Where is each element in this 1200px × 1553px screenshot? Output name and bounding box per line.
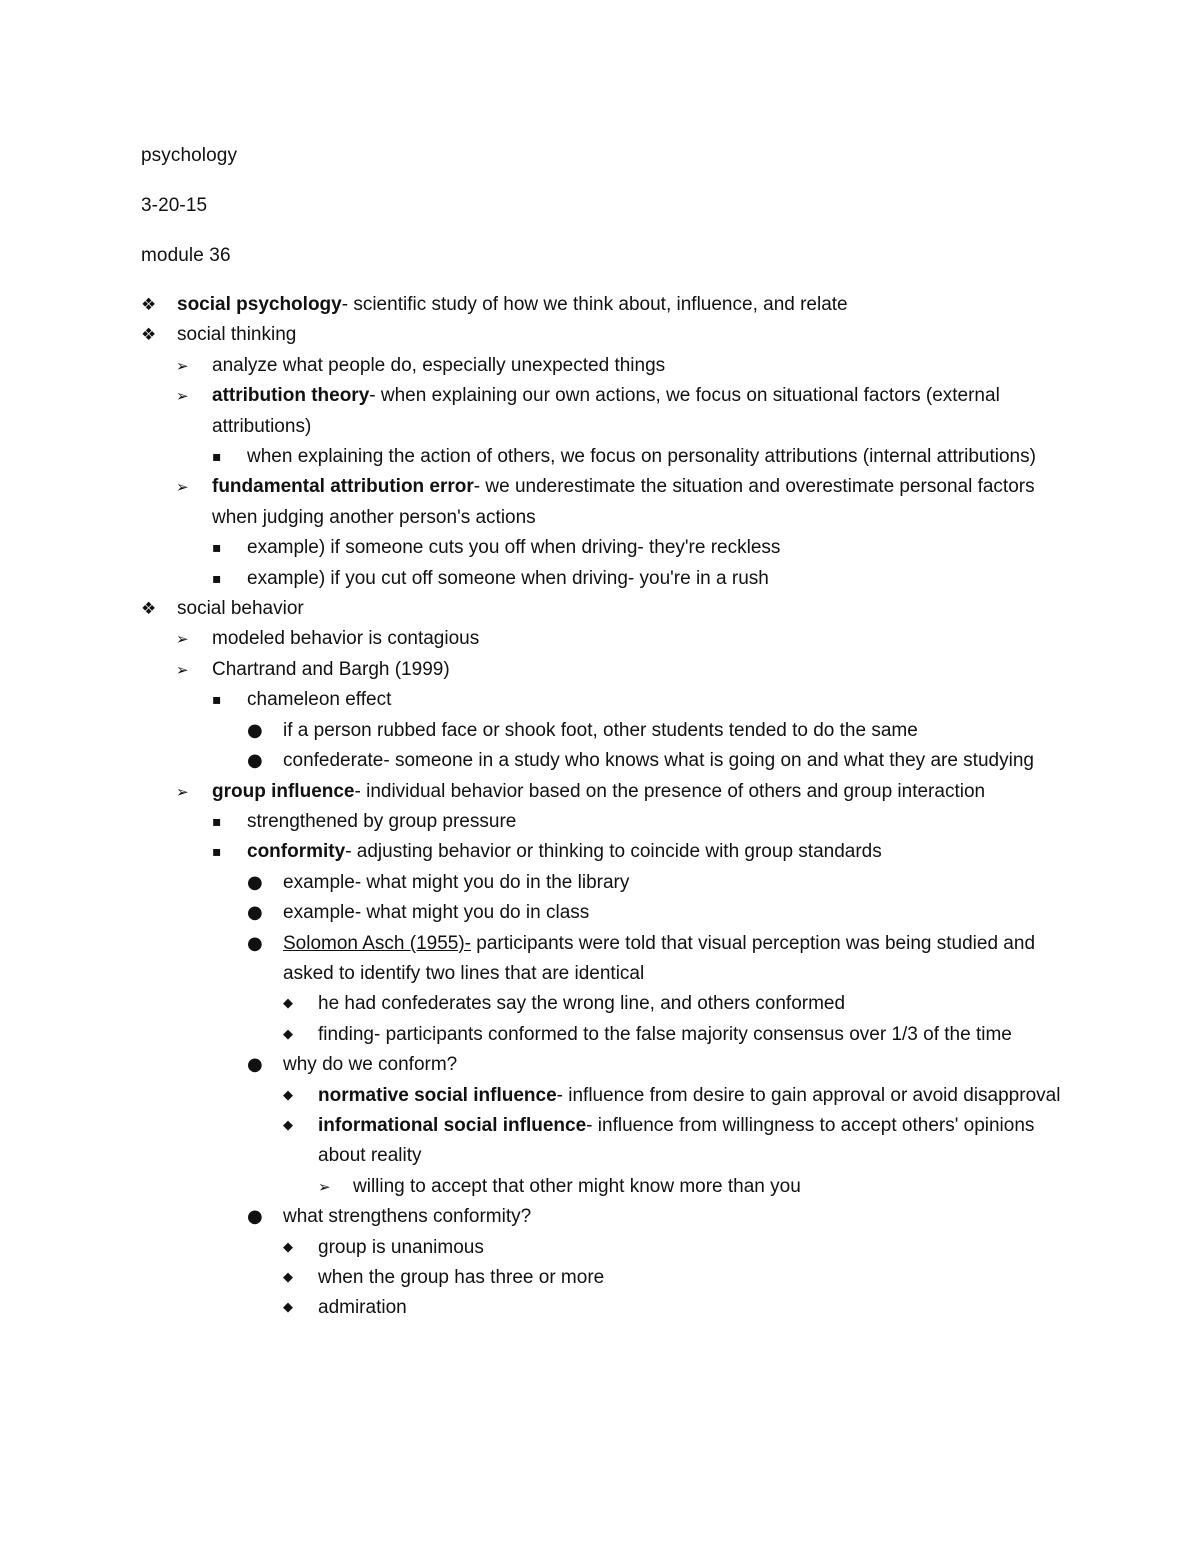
bullet-icon: ➢ xyxy=(318,1177,331,1196)
note-body: strengthened by group pressure xyxy=(247,810,517,832)
note-item-level-5 xyxy=(0,1293,1200,1323)
note-item-level-4 xyxy=(0,1202,1200,1232)
note-text xyxy=(318,989,1070,1019)
note-item-level-5 xyxy=(0,989,1200,1019)
note-item-level-3 xyxy=(0,533,1200,563)
note-body: - we underestimate the situation and overestimate personal factors when judging another person's actions xyxy=(212,476,1035,528)
note-text xyxy=(283,1202,1070,1232)
note-body: modeled behavior is contagious xyxy=(212,628,480,650)
note-item-level-3 xyxy=(0,442,1200,472)
note-text xyxy=(247,533,1070,563)
note-text xyxy=(177,320,1070,350)
bullet-icon: ➢ xyxy=(176,478,189,497)
bullet-icon: ❖ xyxy=(141,599,157,620)
bullet-icon: ◆ xyxy=(283,1239,293,1255)
note-item-level-4 xyxy=(0,746,1200,776)
note-body: when the group has three or more xyxy=(318,1267,605,1288)
note-body: - when explaining our own actions, we focus on situational factors (external attributions) xyxy=(212,385,1000,437)
bullet-icon: ▪ xyxy=(212,813,222,830)
note-item-level-3 xyxy=(0,564,1200,594)
note-body: willing to accept that other might know more than you xyxy=(353,1175,801,1197)
note-body: example) if someone cuts you off when driving- they're reckless xyxy=(247,537,781,559)
bullet-icon: ● xyxy=(247,871,263,893)
bullet-icon: ➢ xyxy=(176,630,189,649)
note-body: social thinking xyxy=(177,324,297,346)
note-text xyxy=(318,1111,1070,1172)
note-text xyxy=(283,716,1070,746)
note-text xyxy=(318,1293,1070,1323)
note-item-level-2 xyxy=(0,655,1200,685)
note-text xyxy=(177,290,1070,320)
note-item-level-3 xyxy=(0,837,1200,867)
note-body: example- what might you do in class xyxy=(283,902,590,924)
bullet-icon: ◆ xyxy=(283,1270,293,1285)
note-body: he had confederates say the wrong line, and others conformed xyxy=(318,993,846,1015)
module-line: module 36 xyxy=(141,245,231,266)
bullet-icon: ➢ xyxy=(176,782,189,801)
subject-line: psychology xyxy=(141,145,238,166)
note-body: group is unanimous xyxy=(318,1236,484,1258)
note-body: finding- participants conformed to the false majority consensus over 1/3 of the time xyxy=(318,1023,1012,1045)
note-item-level-4 xyxy=(0,929,1200,990)
note-text xyxy=(283,746,1070,776)
note-item-level-5 xyxy=(0,1111,1200,1172)
bullet-icon: ● xyxy=(247,1054,263,1076)
note-body: - influence from desire to gain approval or avoid disapproval xyxy=(556,1084,1061,1106)
note-text xyxy=(283,929,1070,990)
note-text xyxy=(247,685,1070,715)
bullet-icon: ◆ xyxy=(283,1087,293,1103)
key-term: social psychology xyxy=(177,294,342,315)
note-text xyxy=(212,777,1070,807)
note-item-level-5 xyxy=(0,1081,1200,1111)
key-term: normative social influence xyxy=(318,1084,557,1106)
note-item-level-2 xyxy=(0,777,1200,807)
key-term: group influence xyxy=(212,780,355,802)
date-line: 3-20-15 xyxy=(141,195,208,216)
bullet-icon: ➢ xyxy=(176,356,189,375)
bullet-icon: ● xyxy=(247,1206,263,1228)
note-text xyxy=(318,1263,1070,1293)
note-text xyxy=(247,807,1070,837)
note-text xyxy=(353,1172,1070,1202)
note-text xyxy=(212,351,1070,381)
bullet-icon: ➢ xyxy=(176,660,189,679)
bullet-icon: ● xyxy=(247,932,263,954)
note-item-level-5 xyxy=(0,1233,1200,1263)
note-body: - individual behavior based on the presence of others and group interaction xyxy=(354,780,986,802)
note-text xyxy=(177,594,1070,624)
key-term: informational social influence xyxy=(318,1114,587,1136)
bullet-icon: ◆ xyxy=(283,1117,293,1133)
note-item-level-2 xyxy=(0,472,1200,533)
note-body: when explaining the action of others, we focus on personality attributions (internal attributions) xyxy=(247,446,1036,468)
note-item-level-1 xyxy=(0,320,1200,350)
bullet-icon: ▪ xyxy=(212,449,222,466)
note-text xyxy=(318,1020,1070,1050)
note-item-level-4 xyxy=(0,1050,1200,1080)
bullet-icon: ➢ xyxy=(176,387,189,406)
citation: Solomon Asch (1955)- xyxy=(283,932,471,954)
note-text xyxy=(247,564,1070,594)
key-term: conformity xyxy=(247,841,346,863)
note-body: chameleon effect xyxy=(247,689,392,711)
note-item-level-2 xyxy=(0,624,1200,654)
note-text xyxy=(247,837,1070,867)
bullet-icon: ▪ xyxy=(212,692,222,709)
note-item-level-6 xyxy=(0,1172,1200,1202)
note-text xyxy=(318,1233,1070,1263)
note-text xyxy=(247,442,1070,472)
note-body: social behavior xyxy=(177,598,304,620)
note-body: participants were told that visual perception was being studied and asked to identify two lines that are identical xyxy=(283,932,1036,984)
note-body: admiration xyxy=(318,1297,407,1319)
bullet-icon: ● xyxy=(247,902,263,924)
note-body: - adjusting behavior or thinking to coincide with group standards xyxy=(345,841,882,863)
note-item-level-1 xyxy=(0,594,1200,624)
note-body: analyze what people do, especially unexpected things xyxy=(212,354,666,376)
note-body: example- what might you do in the library xyxy=(283,871,630,893)
bullet-icon: ◆ xyxy=(283,1300,293,1316)
note-item-level-1 xyxy=(0,290,1200,320)
note-item-level-5 xyxy=(0,1263,1200,1293)
note-body: what strengthens conformity? xyxy=(283,1206,532,1228)
note-item-level-5 xyxy=(0,1020,1200,1050)
note-text xyxy=(212,472,1070,533)
note-body: why do we conform? xyxy=(283,1054,458,1076)
note-item-level-4 xyxy=(0,898,1200,928)
notes-outline xyxy=(0,290,1200,1324)
bullet-icon: ◆ xyxy=(283,1026,293,1042)
note-body: example) if you cut off someone when driving- you're in a rush xyxy=(247,567,769,589)
note-text xyxy=(212,655,1070,685)
key-term: attribution theory xyxy=(212,385,370,407)
note-item-level-2 xyxy=(0,381,1200,442)
bullet-icon: ● xyxy=(247,719,263,741)
note-text xyxy=(283,898,1070,928)
bullet-icon: ▪ xyxy=(212,540,222,557)
note-body: if a person rubbed face or shook foot, other students tended to do the same xyxy=(283,719,918,741)
bullet-icon: ● xyxy=(247,750,263,772)
note-text xyxy=(212,381,1070,442)
note-item-level-3 xyxy=(0,685,1200,715)
bullet-icon: ❖ xyxy=(141,325,157,346)
note-item-level-4 xyxy=(0,868,1200,898)
note-item-level-4 xyxy=(0,716,1200,746)
note-text xyxy=(212,624,1070,654)
key-term: fundamental attribution error xyxy=(212,476,474,498)
note-text xyxy=(318,1081,1070,1111)
note-item-level-3 xyxy=(0,807,1200,837)
note-body: Chartrand and Bargh (1999) xyxy=(212,658,450,680)
note-body: confederate- someone in a study who knows what is going on and what they are studying xyxy=(283,750,1034,772)
note-text xyxy=(283,868,1070,898)
bullet-icon: ❖ xyxy=(141,295,157,315)
bullet-icon: ▪ xyxy=(212,570,222,587)
note-body: - scientific study of how we think about, influence, and relate xyxy=(341,294,848,315)
bullet-icon: ▪ xyxy=(212,844,222,861)
note-body: - influence from willingness to accept others' opinions about reality xyxy=(318,1114,1035,1167)
note-text xyxy=(283,1050,1070,1080)
bullet-icon: ◆ xyxy=(283,996,293,1012)
note-item-level-2 xyxy=(0,351,1200,381)
